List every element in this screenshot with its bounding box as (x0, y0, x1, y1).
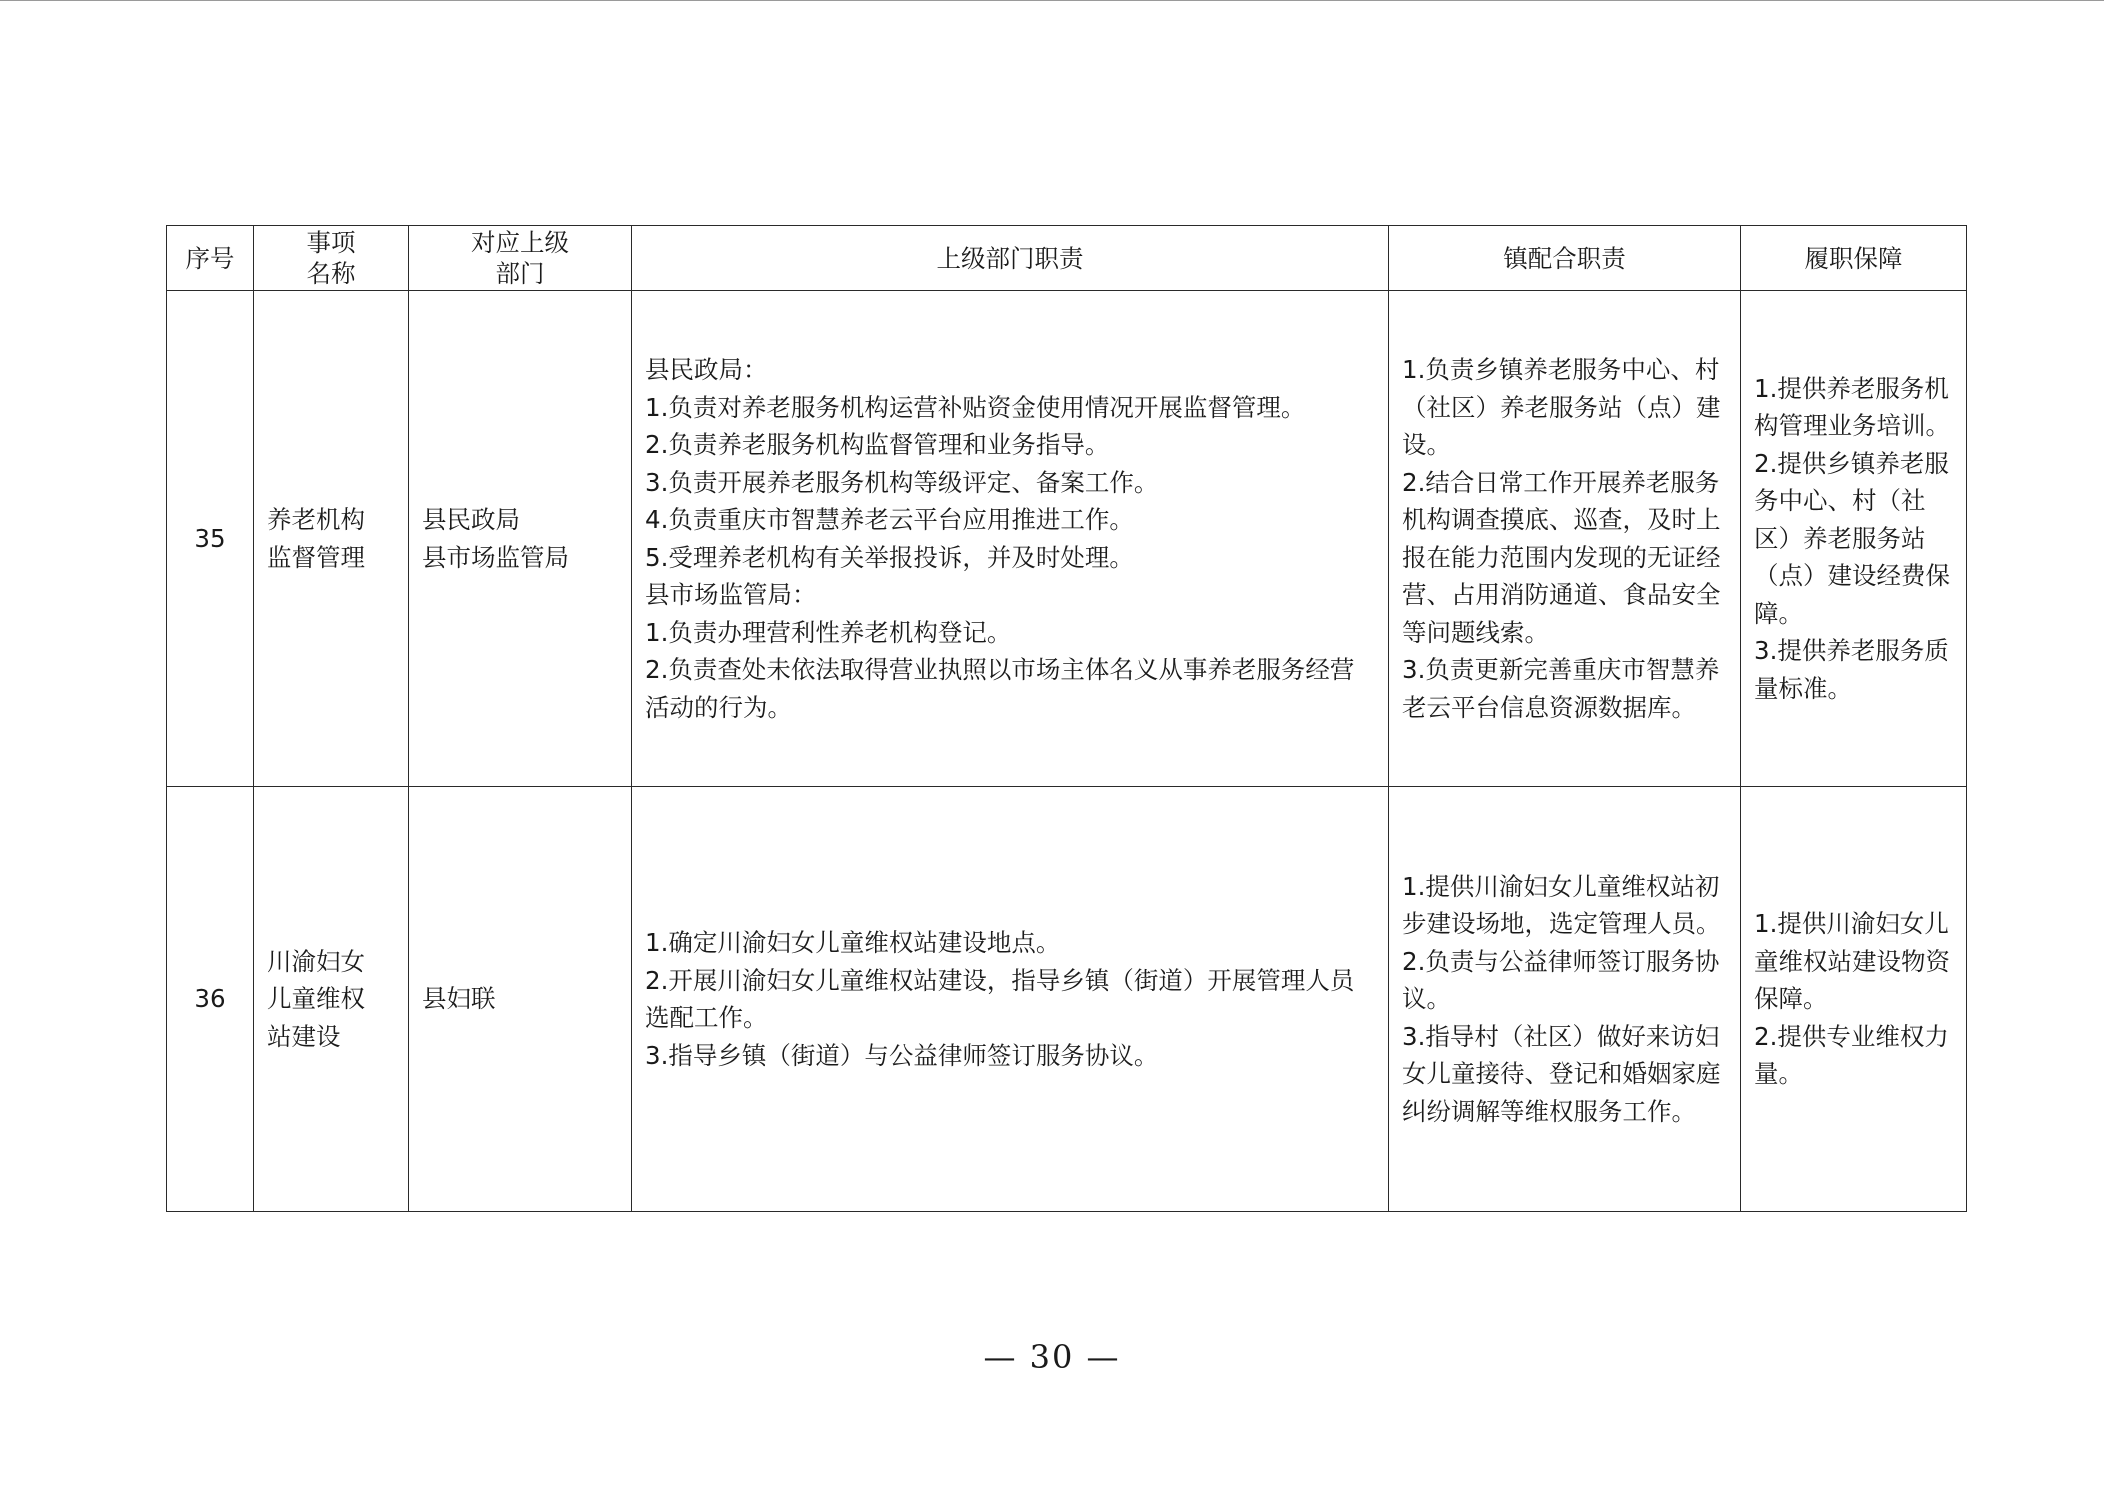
upper-duties-cell: 1.确定川渝妇女儿童维权站建设地点。 2.开展川渝妇女儿童维权站建设，指导乡镇（街道）开展管理人员选配工作。 3.指导乡镇（街道）与公益律师签订服务协议。 (632, 787, 1389, 1212)
row-number: 36 (167, 787, 254, 1212)
row-number: 35 (167, 291, 254, 787)
department-cell: 县妇联 (409, 787, 632, 1212)
header-upper-duties: 上级部门职责 (632, 226, 1389, 291)
upper-duties-cell: 县民政局： 1.负责对养老服务机构运营补贴资金使用情况开展监督管理。 2.负责养老服务机构监督管理和业务指导。 3.负责开展养老服务机构等级评定、备案工作。 4.负责重庆市智慧养老云平台应用推进工作。 5.受理养老机构有关举报投诉，并及时处理。 县市场监管局： 1.负责办理营利性养老机构登记。 2.负责查处未依法取得营业执照以市场主体名义从事养老服务经营活动的行为。 (632, 291, 1389, 787)
item-name-cell: 养老机构 监督管理 (254, 291, 409, 787)
guarantees-cell: 1.提供川渝妇女儿童维权站建设物资保障。 2.提供专业维权力量。 (1741, 787, 1967, 1212)
town-duties-cell: 1.负责乡镇养老服务中心、村（社区）养老服务站（点）建设。 2.结合日常工作开展养老服务机构调查摸底、巡查，及时上报在能力范围内发现的无证经营、占用消防通道、食品安全等问题线索。 3.负责更新完善重庆市智慧养老云平台信息资源数据库。 (1389, 291, 1741, 787)
top-border-line (0, 0, 2104, 1)
page-number: — 30 — (983, 1338, 1121, 1376)
header-item-name: 事项 名称 (254, 226, 409, 291)
table-header-row (167, 226, 1967, 291)
header-town-duties: 镇配合职责 (1389, 226, 1741, 291)
duties-table (166, 225, 1967, 1212)
guarantees-cell: 1.提供养老服务机构管理业务培训。 2.提供乡镇养老服务中心、村（社区）养老服务站（点）建设经费保障。 3.提供养老服务质量标准。 (1741, 291, 1967, 787)
town-duties-cell: 1.提供川渝妇女儿童维权站初步建设场地，选定管理人员。 2.负责与公益律师签订服务协议。 3.指导村（社区）做好来访妇女儿童接待、登记和婚姻家庭纠纷调解等维权服务工作。 (1389, 787, 1741, 1212)
table-row (167, 787, 1967, 1212)
header-guarantees: 履职保障 (1741, 226, 1967, 291)
department-cell: 县民政局 县市场监管局 (409, 291, 632, 787)
item-name-cell: 川渝妇女 儿童维权 站建设 (254, 787, 409, 1212)
table-row (167, 291, 1967, 787)
header-number: 序号 (167, 226, 254, 291)
header-upper-department: 对应上级 部门 (409, 226, 632, 291)
